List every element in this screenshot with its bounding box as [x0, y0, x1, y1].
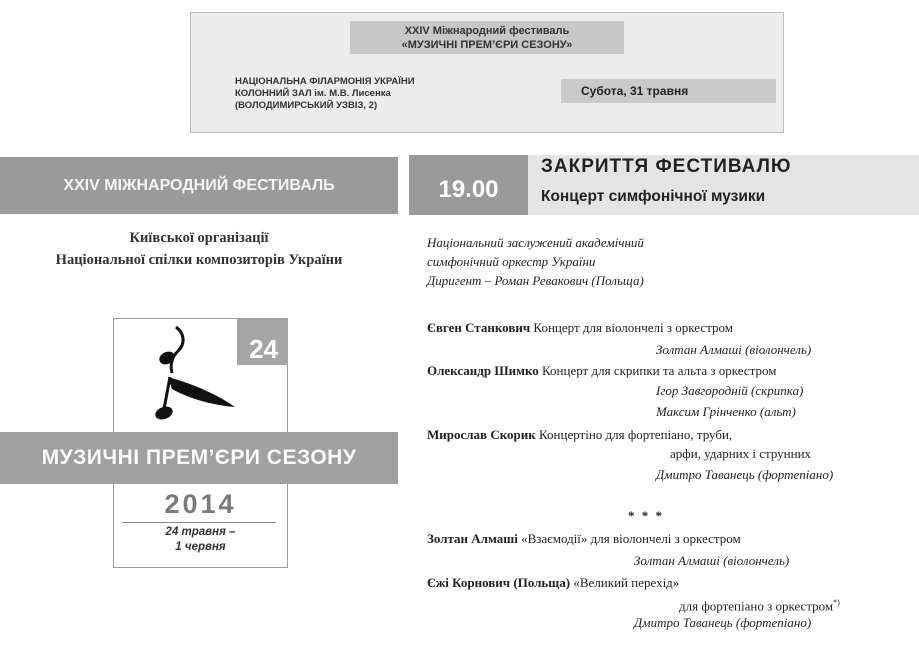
- venue-block: [235, 76, 415, 112]
- poster-dates: [113, 525, 288, 555]
- organizer-line2: Національної спілки композиторів України: [55, 252, 343, 268]
- poster-year: 2014: [164, 489, 237, 519]
- festival-line1: XXIV Міжнародний фестиваль: [404, 25, 570, 37]
- venue-line1: НАЦІОНАЛЬНА ФІЛАРМОНІЯ УКРАЇНИ: [235, 76, 415, 87]
- performer: Дмитро Таванець (фортепіано): [656, 467, 834, 482]
- work-title: Концерт для віолончелі з оркестром: [533, 320, 733, 335]
- performer: Золтан Алмаші (віолончель): [634, 553, 790, 568]
- work-title: Концертіно для фортепіано, труби,: [539, 427, 733, 442]
- performer: Золтан Алмаші (віолончель): [656, 342, 812, 357]
- performer: Дмитро Таванець (фортепіано): [634, 615, 812, 630]
- work-title: «Великий перехід»: [573, 575, 680, 590]
- composer-name: Єжі Корнович (Польща): [427, 575, 571, 590]
- venue-line2: КОЛОННИЙ ЗАЛ ім. М.В. Лисенка: [235, 88, 391, 99]
- orchestra-line1: Національний заслужений академічний: [427, 235, 644, 250]
- composer-name: Євген Станкович: [427, 320, 531, 335]
- composer-name: Олександр Шимко: [427, 363, 539, 378]
- poster-dates-line1: 24 травня –: [165, 526, 236, 538]
- work-title-cont-text: для фортепіано з оркестром: [679, 598, 834, 614]
- concert-subtitle: Концерт симфонічної музики: [541, 188, 766, 205]
- work-title-cont: [679, 593, 840, 615]
- poster-number: 24: [237, 318, 288, 365]
- footnote-mark: *): [833, 598, 840, 607]
- organizer: [0, 227, 398, 271]
- venue-line3: (ВОЛОДИМИРСЬКИЙ УЗВІЗ, 2): [235, 100, 378, 111]
- divider: [122, 522, 276, 523]
- festival-title-banner: XXIV МІЖНАРОДНИЙ ФЕСТИВАЛЬ: [0, 157, 398, 214]
- performer: Максим Грінченко (альт): [656, 404, 796, 419]
- section-separator: * * *: [628, 508, 664, 523]
- conductor: Диригент – Роман Ревакович (Польща): [427, 273, 644, 288]
- program-item: [427, 425, 732, 444]
- performer: Ігор Завгородній (скрипка): [656, 383, 804, 398]
- work-title: Концерт для скрипки та альта з оркестром: [542, 363, 777, 378]
- concert-time: 19.00: [409, 155, 528, 215]
- date-box: [561, 79, 776, 103]
- poster-title-banner: МУЗИЧНІ ПРЕМ’ЄРИ СЕЗОНУ: [0, 432, 398, 484]
- composer-name: Мирослав Скорик: [427, 427, 536, 442]
- festival-line2: «МУЗИЧНІ ПРЕМ’ЄРИ СЕЗОНУ»: [401, 39, 573, 51]
- concert-title: ЗАКРИТТЯ ФЕСТИВАЛЮ: [541, 156, 792, 177]
- program-item: [427, 361, 776, 380]
- work-title-cont: арфи, ударних і струнних: [670, 446, 812, 461]
- program-item: [427, 529, 741, 548]
- work-title: «Взаємодії» для віолончелі з оркестром: [521, 531, 741, 546]
- program-item: [427, 573, 679, 592]
- music-note-logo: [150, 325, 260, 425]
- concert-date: Субота, 31 травня: [581, 84, 689, 98]
- composer-name: Золтан Алмаші: [427, 531, 518, 546]
- orchestra-line2: симфонічний оркестр України: [427, 254, 596, 269]
- program-item: [427, 318, 733, 337]
- organizer-line1: Київської організації: [129, 230, 269, 246]
- poster-dates-line2: 1 червня: [175, 541, 226, 553]
- festival-banner: [350, 21, 624, 54]
